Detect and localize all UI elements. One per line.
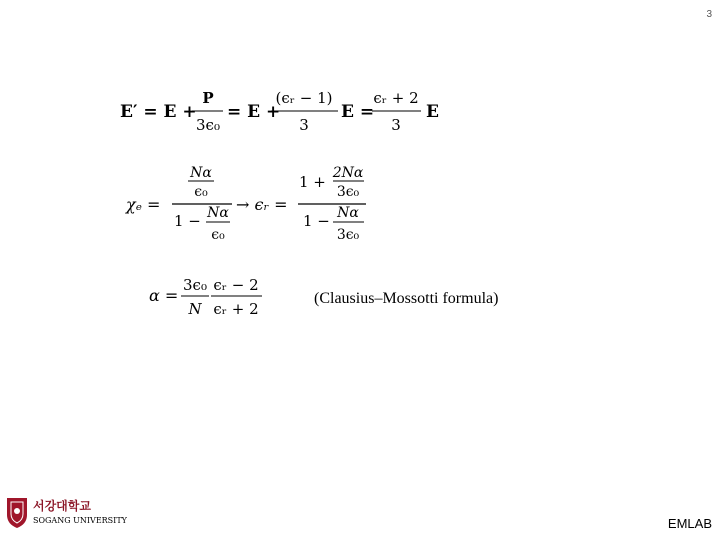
eq1-equals-a: = E + (227, 102, 281, 122)
eq2-f1-den-prefix: 1 − (174, 212, 201, 230)
eq1-equals-b: E = (341, 102, 375, 122)
eq1-lhs: E′ = E + (120, 102, 197, 122)
eq2-f2-den-den: 3ϵ₀ (336, 227, 360, 243)
field-relation-equation (120, 85, 450, 135)
eq2-f2-den-prefix: 1 − (303, 212, 330, 230)
eq1-tail: E (426, 102, 439, 122)
university-name-english: SOGANG UNIVERSITY (33, 516, 127, 525)
eq2-arrow: → ϵᵣ = (236, 195, 288, 214)
eq3-f1-denominator: N (188, 300, 202, 318)
eq1-frac3-numerator: ϵᵣ + 2 (373, 89, 419, 107)
eq3-f1-numerator: 3ϵ₀ (183, 276, 207, 294)
eq2-f1-num-den: ϵ₀ (194, 184, 208, 200)
eq2-f1-den-num: Nα (207, 205, 229, 221)
eq2-f2-num-den: 3ϵ₀ (336, 184, 360, 200)
university-name-korean: 서강대학교 (33, 499, 91, 513)
university-crest-icon (7, 498, 27, 528)
polarizability-equation (149, 270, 274, 320)
eq3-f2-numerator: ϵᵣ − 2 (213, 276, 259, 294)
eq1-frac2-numerator: (ϵᵣ − 1) (275, 89, 333, 107)
eq2-f2-num-prefix: 1 + (299, 173, 326, 191)
eq2-lhs: χₑ = (126, 195, 161, 214)
eq1-frac1-numerator: P (202, 89, 214, 107)
clausius-mossotti-label: (Clausius–Mossotti formula) (314, 290, 499, 307)
eq1-frac1-denominator: 3ϵ₀ (196, 116, 220, 134)
eq1-frac3-denominator: 3 (391, 116, 401, 134)
eq3-f2-denominator: ϵᵣ + 2 (213, 300, 259, 318)
university-logo (4, 495, 127, 533)
page-number: 3 (706, 9, 712, 20)
susceptibility-equation (126, 163, 376, 248)
eq2-f2-den-num: Nα (337, 205, 359, 221)
lab-name: EMLAB (667, 516, 712, 531)
eq1-frac2-denominator: 3 (299, 116, 309, 134)
eq2-f1-num-num: Nα (190, 165, 212, 181)
eq2-f2-num-num: 2Nα (332, 165, 364, 181)
eq2-f1-den-den: ϵ₀ (211, 227, 225, 243)
eq3-lhs: α = (149, 286, 179, 305)
